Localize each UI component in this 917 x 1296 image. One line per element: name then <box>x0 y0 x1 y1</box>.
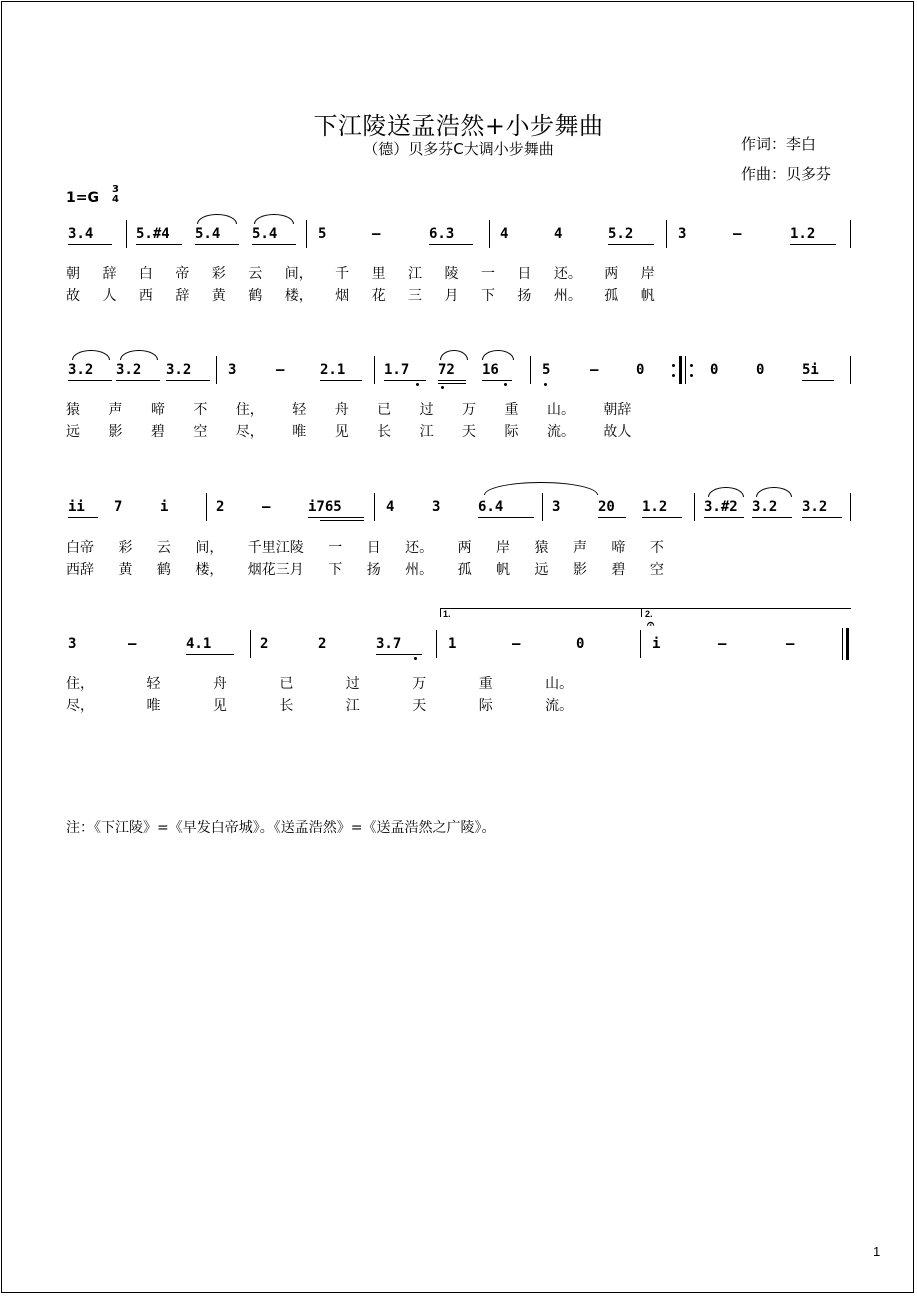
dash: – <box>786 636 795 652</box>
note-group: 72 <box>438 362 455 378</box>
note: 3 <box>228 362 237 378</box>
note: 4 <box>554 226 563 242</box>
note: 5 <box>318 226 327 242</box>
rest: 0 <box>756 362 765 378</box>
note-group: 3.#2 <box>704 499 738 515</box>
note: 3 <box>552 499 561 515</box>
note-group: i765 <box>308 499 342 515</box>
lyrics-verse-1: 白帝 彩 云 间， 千里江陵 一 日 还。 两 岸 猿 声 啼 不 <box>66 540 664 556</box>
page-number: 1 <box>873 1244 881 1259</box>
note-group: 3.2 <box>116 362 142 378</box>
dash: – <box>128 636 137 652</box>
note-group: 3.2 <box>752 499 778 515</box>
lyrics-verse-2: 故 人 西 辞 黄 鹤 楼， 烟 花 三 月 下 扬 州。 孤 帆 <box>66 288 655 304</box>
lyricist-credit: 作词：李白 <box>741 135 817 153</box>
note: 4 <box>500 226 509 242</box>
page-frame <box>1 1 914 1293</box>
dash: – <box>512 636 521 652</box>
note: 7 <box>114 499 123 515</box>
note: i <box>160 499 169 515</box>
note-group: 16 <box>482 362 499 378</box>
time-signature: 3 4 <box>112 184 119 205</box>
note-group: 2.1 <box>320 362 346 378</box>
note: 3 <box>432 499 441 515</box>
rest: 0 <box>576 636 585 652</box>
note-group: ii <box>68 499 85 515</box>
note-group: 3.2 <box>802 499 828 515</box>
song-subtitle: （德）贝多芬C大调小步舞曲 <box>363 140 554 158</box>
note: 2 <box>260 636 269 652</box>
song-title: 下江陵送孟浩然+小步舞曲 <box>313 112 604 140</box>
rest: 0 <box>710 362 719 378</box>
volta-second-ending <box>641 608 851 617</box>
dash: – <box>590 362 599 378</box>
note-group: 1.2 <box>790 226 816 242</box>
note-group: 3.2 <box>68 362 94 378</box>
footnote: 注：《下江陵》=《早发白帝城》。《送孟浩然》=《送孟浩然之广陵》。 <box>66 820 496 836</box>
key-signature: 1=G <box>66 190 99 206</box>
note-group: 5.4 <box>195 226 221 242</box>
volta-second-label: 2. <box>645 609 653 619</box>
lyrics-verse-2: 尽， 唯 见 长 江 天 际 流。 <box>66 698 574 714</box>
note-group: 5.4 <box>252 226 278 242</box>
lyrics-verse-2: 远 影 碧 空 尽， 唯 见 长 江 天 际 流。 故人 <box>66 424 632 440</box>
note-group: 3.4 <box>68 226 94 242</box>
dash: – <box>372 226 381 242</box>
dash: – <box>262 499 271 515</box>
note: 2 <box>318 636 327 652</box>
lyrics-verse-2: 西辞 黄 鹤 楼， 烟花三月 下 扬 州。 孤 帆 远 影 碧 空 <box>66 562 664 578</box>
note-group: 5i <box>802 362 819 378</box>
note: 4 <box>386 499 395 515</box>
note: i <box>652 636 661 652</box>
note: 3 <box>68 636 77 652</box>
lyrics-verse-1: 猿 声 啼 不 住， 轻 舟 已 过 万 重 山。 朝辞 <box>66 402 632 418</box>
final-barline <box>842 628 843 660</box>
note: 3 <box>678 226 687 242</box>
fermata-icon: 𝄐 <box>647 616 655 631</box>
note-group: 3.2 <box>166 362 192 378</box>
dash: – <box>276 362 285 378</box>
note-group: 6.4 <box>478 499 504 515</box>
dash: – <box>733 226 742 242</box>
note: 5 <box>542 362 551 378</box>
note-group: 20 <box>598 499 615 515</box>
lyrics-verse-1: 朝 辞 白 帝 彩 云 间， 千 里 江 陵 一 日 还。 两 岸 <box>66 266 655 282</box>
note-group: 5.#4 <box>136 226 170 242</box>
note-group: 4.1 <box>186 636 212 652</box>
note: 2 <box>216 499 225 515</box>
note-group: 5.2 <box>608 226 634 242</box>
rest: 0 <box>636 362 645 378</box>
volta-first-label: 1. <box>443 609 451 619</box>
volta-first-ending <box>440 608 641 617</box>
composer-credit: 作曲：贝多芬 <box>741 165 832 183</box>
dash: – <box>718 636 727 652</box>
note-group: 1.7 <box>384 362 410 378</box>
lyrics-verse-1: 住， 轻 舟 已 过 万 重 山。 <box>66 676 574 692</box>
note: 1 <box>448 636 457 652</box>
note-group: 3.7 <box>376 636 402 652</box>
note-group: 6.3 <box>429 226 455 242</box>
note-group: 1.2 <box>642 499 668 515</box>
